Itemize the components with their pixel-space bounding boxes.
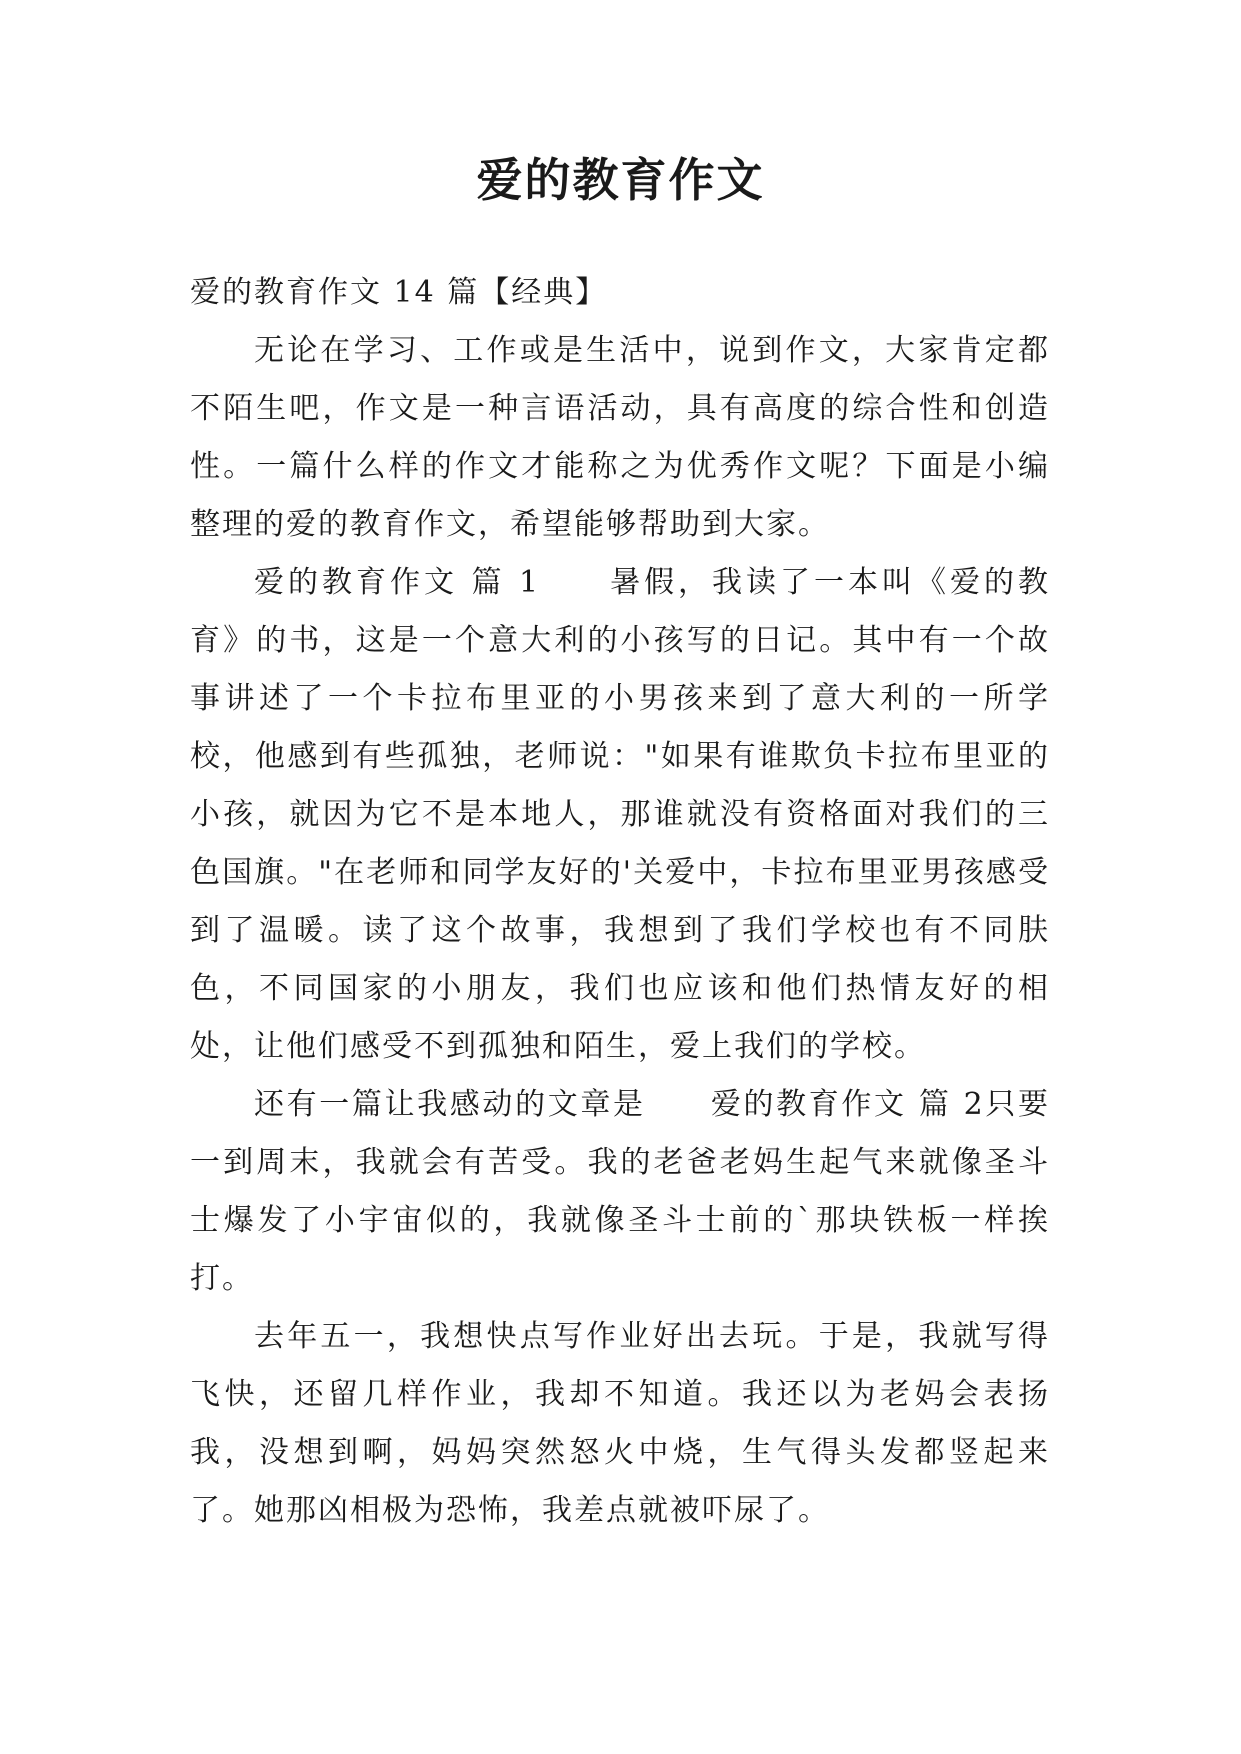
page-title: 爱的教育作文 — [476, 153, 765, 207]
paragraph-essay-2-continued: 去年五一，我想快点写作业好出去玩。于是，我就写得飞快，还留几样作业，我却不知道。我还以为老妈会表扬我，没想到啊，妈妈突然怒火中烧，生气得头发都竖起来了。她那凶相极为恐怖，我差点就被吓尿了。 — [190, 1319, 1050, 1528]
paragraph-essay-1: 爱的教育作文 篇 1 暑假，我读了一本叫《爱的教育》的书，这是一个意大利的小孩写的日记。其中有一个故事讲述了一个卡拉布里亚的小男孩来到了意大利的一所学校，他感到有些孤独，老师说："如果有谁欺负卡拉布里亚的小孩，就因为它不是本地人，那谁就没有资格面对我们的三色国旗。"在老师和同学友好的'关爱中，卡拉布里亚男孩感受到了温暖。读了这个故事，我想到了我们学校也有不同肤色，不同国家的小朋友，我们也应该和他们热情友好的相处，让他们感受不到孤独和陌生，爱上我们的学校。 — [190, 565, 1050, 1064]
document-body — [190, 264, 1050, 1540]
paragraph-essay-2: 还有一篇让我感动的文章是 爱的教育作文 篇 2只要一到周末，我就会有苦受。我的老爸老妈生起气来就像圣斗士爆发了小宇宙似的，我就像圣斗士前的`那块铁板一样挨打。 — [190, 1087, 1050, 1296]
paragraph-intro: 无论在学习、工作或是生活中，说到作文，大家肯定都不陌生吧，作文是一种言语活动，具有高度的综合性和创造性。一篇什么样的作文才能称之为优秀作文呢？下面是小编整理的爱的教育作文，希望能够帮助到大家。 — [190, 333, 1050, 542]
document-subtitle: 爱的教育作文 14 篇【经典】 — [190, 275, 608, 310]
